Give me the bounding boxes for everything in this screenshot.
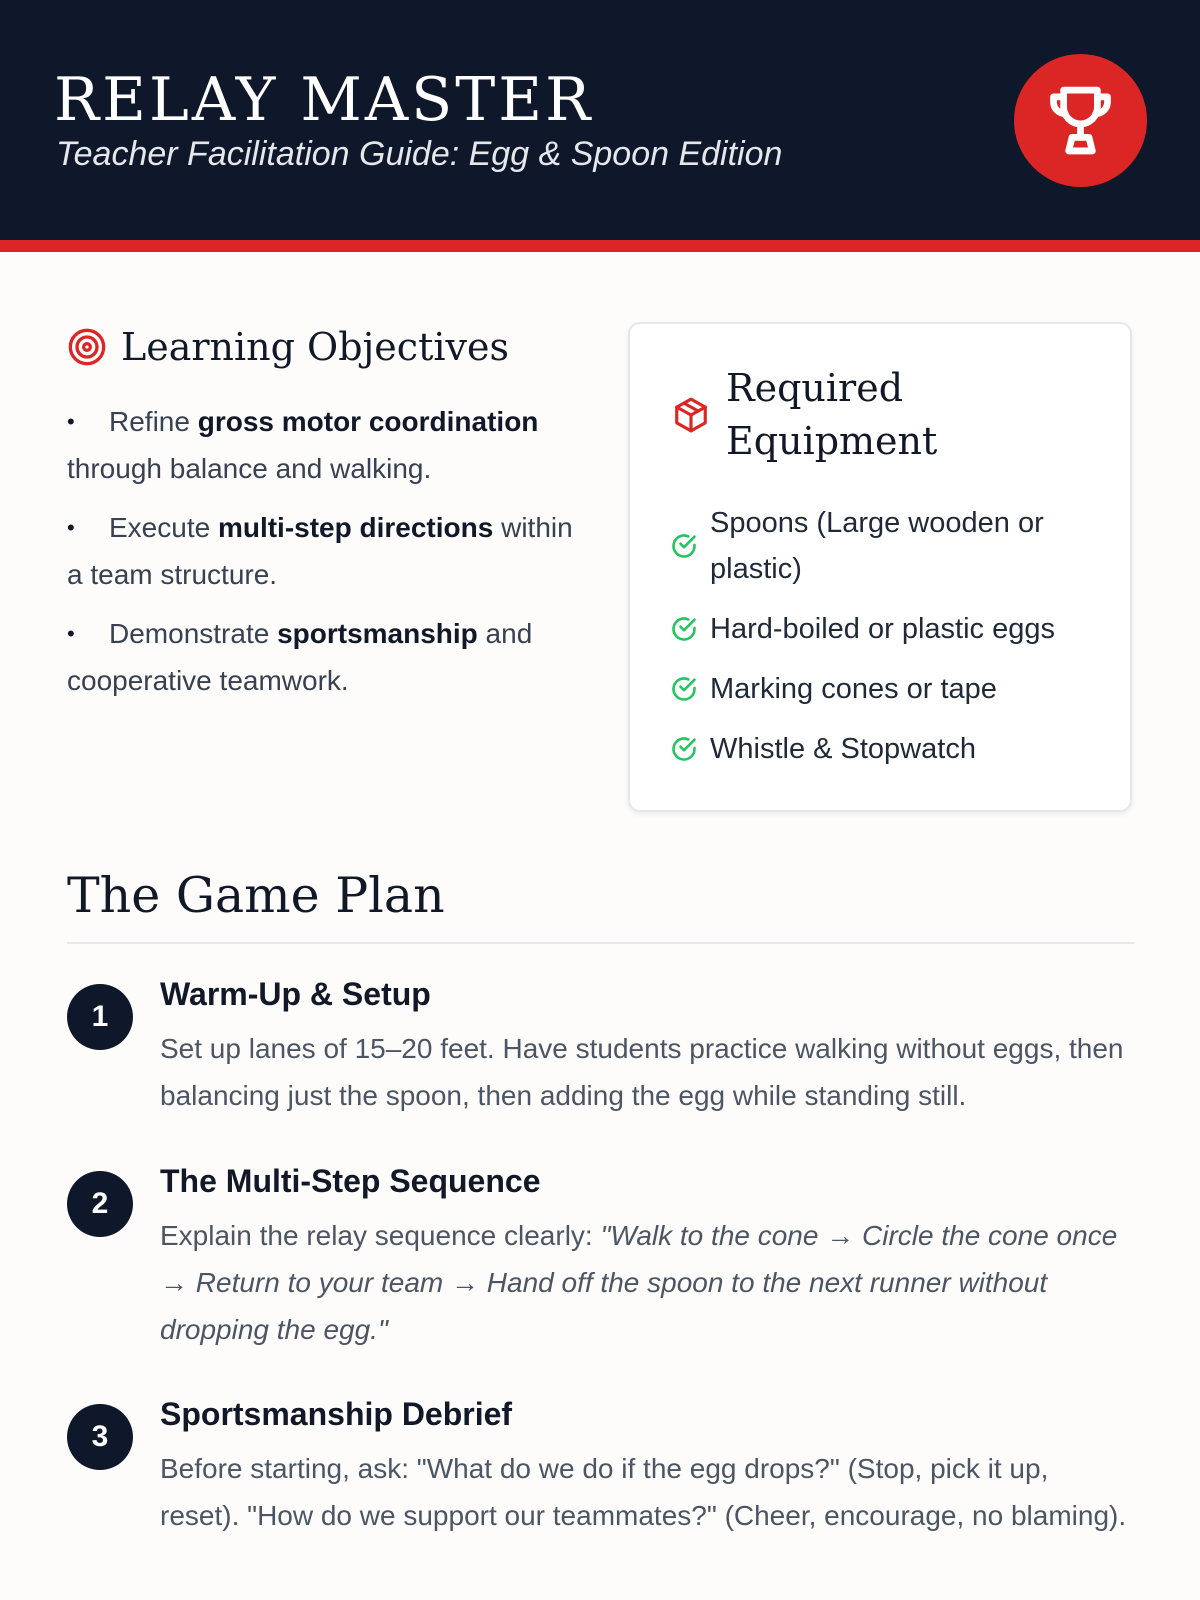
equipment-item xyxy=(670,606,1110,652)
step-description-quote: "Walk to the cone → Circle the cone once → Return to your team → Hand off the spoon to the next runner without dropping the egg." xyxy=(160,1220,1118,1345)
trophy-icon xyxy=(1040,80,1121,161)
equipment-card xyxy=(628,322,1132,812)
check-circle-icon xyxy=(670,675,698,703)
objective-emphasis: gross motor coordination xyxy=(197,406,539,437)
equipment-heading-label: Required Equipment xyxy=(726,366,938,463)
objective-item xyxy=(67,504,587,598)
equipment-heading xyxy=(672,362,1006,468)
equipment-item xyxy=(670,666,1110,712)
learning-objectives-section xyxy=(67,322,587,716)
step-number-badge: 3 xyxy=(67,1404,133,1470)
bullet-marker: • xyxy=(67,621,75,646)
objective-emphasis: sportsmanship xyxy=(277,618,478,649)
objective-text: Execute xyxy=(109,512,218,543)
box-icon xyxy=(672,396,710,434)
game-plan-heading: The Game Plan xyxy=(67,864,1134,944)
step-number-badge: 2 xyxy=(67,1171,133,1237)
objectives-heading-label: Learning Objectives xyxy=(121,325,509,369)
app-subtitle: Teacher Facilitation Guide: Egg & Spoon Edition xyxy=(56,135,783,173)
objective-text: and cooperative teamwork. xyxy=(67,618,533,696)
equipment-label: Spoons (Large wooden or plastic) xyxy=(710,507,1044,585)
objective-text: within a team structure. xyxy=(67,512,573,590)
bullet-marker: • xyxy=(67,515,75,540)
step-description: Set up lanes of 15–20 feet. Have students practice walking without eggs, then balancing just the spoon, then adding the egg while standing still. xyxy=(160,1033,1124,1111)
game-plan-section xyxy=(67,864,1134,1531)
step-description xyxy=(160,1212,1130,1353)
objective-text: Refine xyxy=(109,406,198,437)
step-number-badge: 1 xyxy=(67,984,133,1050)
equipment-label: Whistle & Stopwatch xyxy=(710,733,976,765)
objectives-heading xyxy=(67,322,587,372)
step-title: Sportsmanship Debrief xyxy=(160,1396,513,1432)
objective-item xyxy=(67,610,587,704)
step-description-lead: Explain the relay sequence clearly: xyxy=(160,1220,601,1251)
step-title: The Multi-Step Sequence xyxy=(160,1163,541,1199)
objective-emphasis: multi-step directions xyxy=(217,512,494,543)
equipment-item xyxy=(670,500,1110,592)
step-title: Warm-Up & Setup xyxy=(160,976,431,1012)
page-header xyxy=(0,0,1200,252)
app-title: RELAY MASTER xyxy=(54,65,594,135)
step-description: Before starting, ask: "What do we do if the egg drops?" (Stop, pick it up, reset). "How do we support our teammates?" (Cheer, encourage, no blaming). xyxy=(160,1453,1127,1531)
target-icon xyxy=(67,327,107,367)
equipment-list xyxy=(670,500,1110,786)
check-circle-icon xyxy=(670,615,698,643)
objective-text: through balance and walking. xyxy=(67,453,432,484)
check-circle-icon xyxy=(670,532,698,560)
check-circle-icon xyxy=(670,735,698,763)
objectives-list xyxy=(67,398,587,704)
equipment-label: Marking cones or tape xyxy=(710,673,997,705)
equipment-item xyxy=(670,726,1110,772)
bullet-marker: • xyxy=(67,409,75,434)
objective-text: Demonstrate xyxy=(109,618,278,649)
trophy-badge xyxy=(1014,54,1147,187)
equipment-label: Hard-boiled or plastic eggs xyxy=(710,613,1055,645)
objective-item xyxy=(67,398,587,492)
